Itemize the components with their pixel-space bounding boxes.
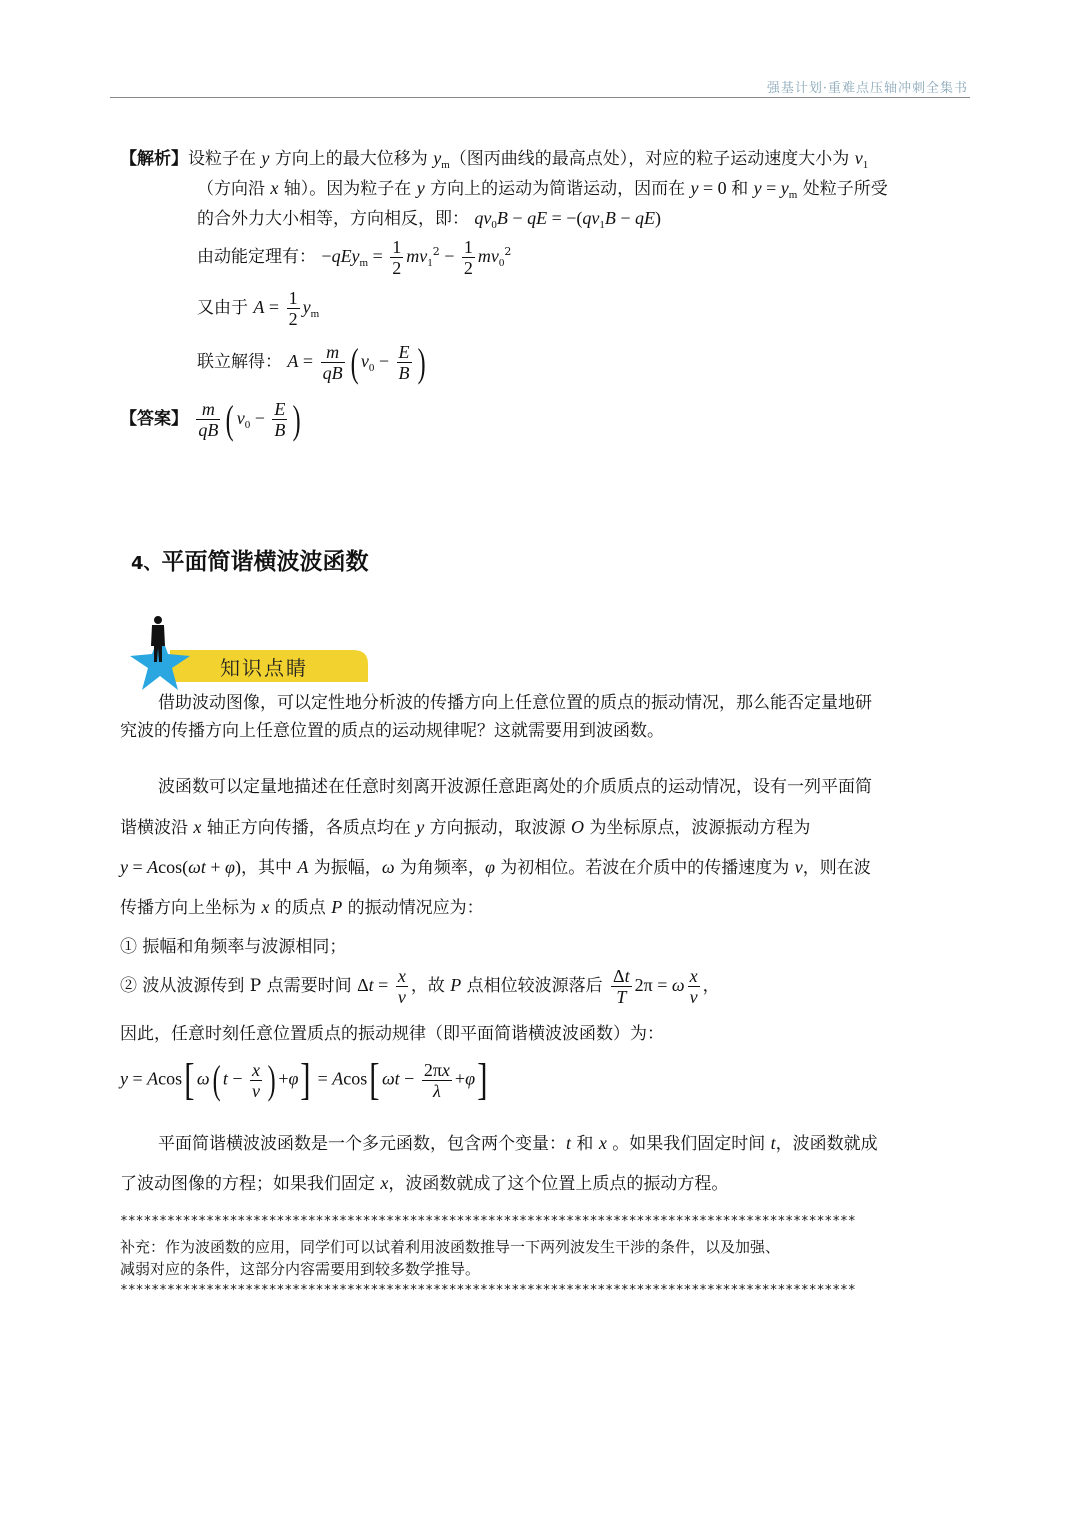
wave-function-formula: y = Acos[ ω( t − $\frac{x}{v}$ ) +φ] = Acos[ ωt − $\frac{2\pi x}{\lambda}$ +φ] bbox=[120, 1055, 488, 1104]
body-p2-line-2: 了波动图像的方程；如果我们固定 x，波函数就成了这个位置上质点的振动方程。 bbox=[120, 1173, 729, 1194]
header-divider bbox=[110, 97, 970, 98]
analysis-label: 【解析】 bbox=[120, 149, 188, 169]
supplement-line-2: 减弱对应的条件，这部分内容需要用到较多数学推导。 bbox=[120, 1260, 481, 1278]
body-p1-line-2: 谐横波沿 x 轴正方向传播，各质点均在 y 方向振动，取波源 O 为坐标原点，波源振动方程为 bbox=[120, 817, 811, 838]
answer-label: 【答案】 bbox=[120, 409, 188, 429]
list-item-1: ① 振幅和角频率与波源相同； bbox=[120, 937, 347, 957]
analysis-line-1: 【解析】设粒子在 y 方向上的最大位移为 $y_m$（图丙曲线的最高点处），对应的粒子运动速度大小为 $v_1$ bbox=[120, 148, 869, 171]
solve-line: 联立解得： A = $\frac{m}{qB}$ ( $v_0$ − $\frac{E}{B}$ ) bbox=[197, 339, 426, 385]
body-p1-line-1: 波函数可以定量地描述在任意时刻离开波源任意距离处的介质质点的运动情况，设有一列平面简 bbox=[158, 777, 872, 797]
amplitude-relation-line: 又由于 A = $\frac{1}{2}$ $y_m$ bbox=[197, 288, 320, 329]
body-p2-line-1: 平面简谐横波波函数是一个多元函数，包含两个变量：t 和 x 。如果我们固定时间 t，波函数就成 bbox=[158, 1133, 878, 1154]
section-title: 4、平面简谐横波波函数 bbox=[131, 549, 369, 575]
analysis-line-3: 的合外力大小相等，方向相反，即： $qv_0B$ − qE = $-(qv_1B - qE)$ bbox=[197, 208, 662, 231]
supplement-line-1: 补充：作为波函数的应用，同学们可以试着利用波函数推导一下两列波发生干涉的条件，以及加强、 bbox=[120, 1238, 781, 1256]
intro-line-2: 究波的传播方向上任意位置的质点的运动规律呢？这就需要用到波函数。 bbox=[120, 721, 664, 741]
series-title: 强基计划·重难点压轴冲刺全集书 bbox=[766, 81, 968, 96]
stars-divider-bottom: ********************************************************************************************** bbox=[120, 1283, 856, 1298]
body-p1-line-3: y = Acos(ωt + φ)，其中 A 为振幅，ω 为角频率，φ 为初相位。若波在介质中的传播速度为 v，则在波 bbox=[120, 857, 871, 878]
therefore-line: 因此，任意时刻任意位置质点的振动规律（即平面简谐横波波函数）为： bbox=[120, 1024, 664, 1044]
intro-line-1: 借助波动图像，可以定性地分析波的传播方向上任意位置的质点的振动情况，那么能否定量地研 bbox=[158, 693, 872, 713]
analysis-line-2: （方向沿 x 轴）。因为粒子在 y 方向上的运动为简谐运动，因而在 y = 0 和 $y = y_m$ 处粒子所受 bbox=[197, 178, 888, 201]
answer-line: 【答案】 $\frac{m}{qB}$ ( $v_0$ − $\frac{E}{B}$ ) bbox=[120, 396, 302, 442]
stars-divider-top: ********************************************************************************************** bbox=[120, 1214, 856, 1229]
energy-theorem-line: 由动能定理有： −qEy$_m$ = $\frac{1}{2}$ $mv_1^2$ − $\frac{1}{2}$ $mv_0^2$ bbox=[197, 237, 512, 278]
knowledge-banner-label: 知识点睛 bbox=[220, 656, 308, 680]
body-p1-line-4: 传播方向上坐标为 x 的质点 P 的振动情况应为： bbox=[120, 897, 484, 918]
knowledge-banner bbox=[118, 612, 378, 694]
list-item-2: ② 波从波源传到 P 点需要时间 Δt = $\frac{x}{v}$ ，故 P 点相位较波源落后 $\frac{\Delta t}{T}$ 2π = ω $\frac{x}{v}$ ， bbox=[120, 966, 720, 1007]
